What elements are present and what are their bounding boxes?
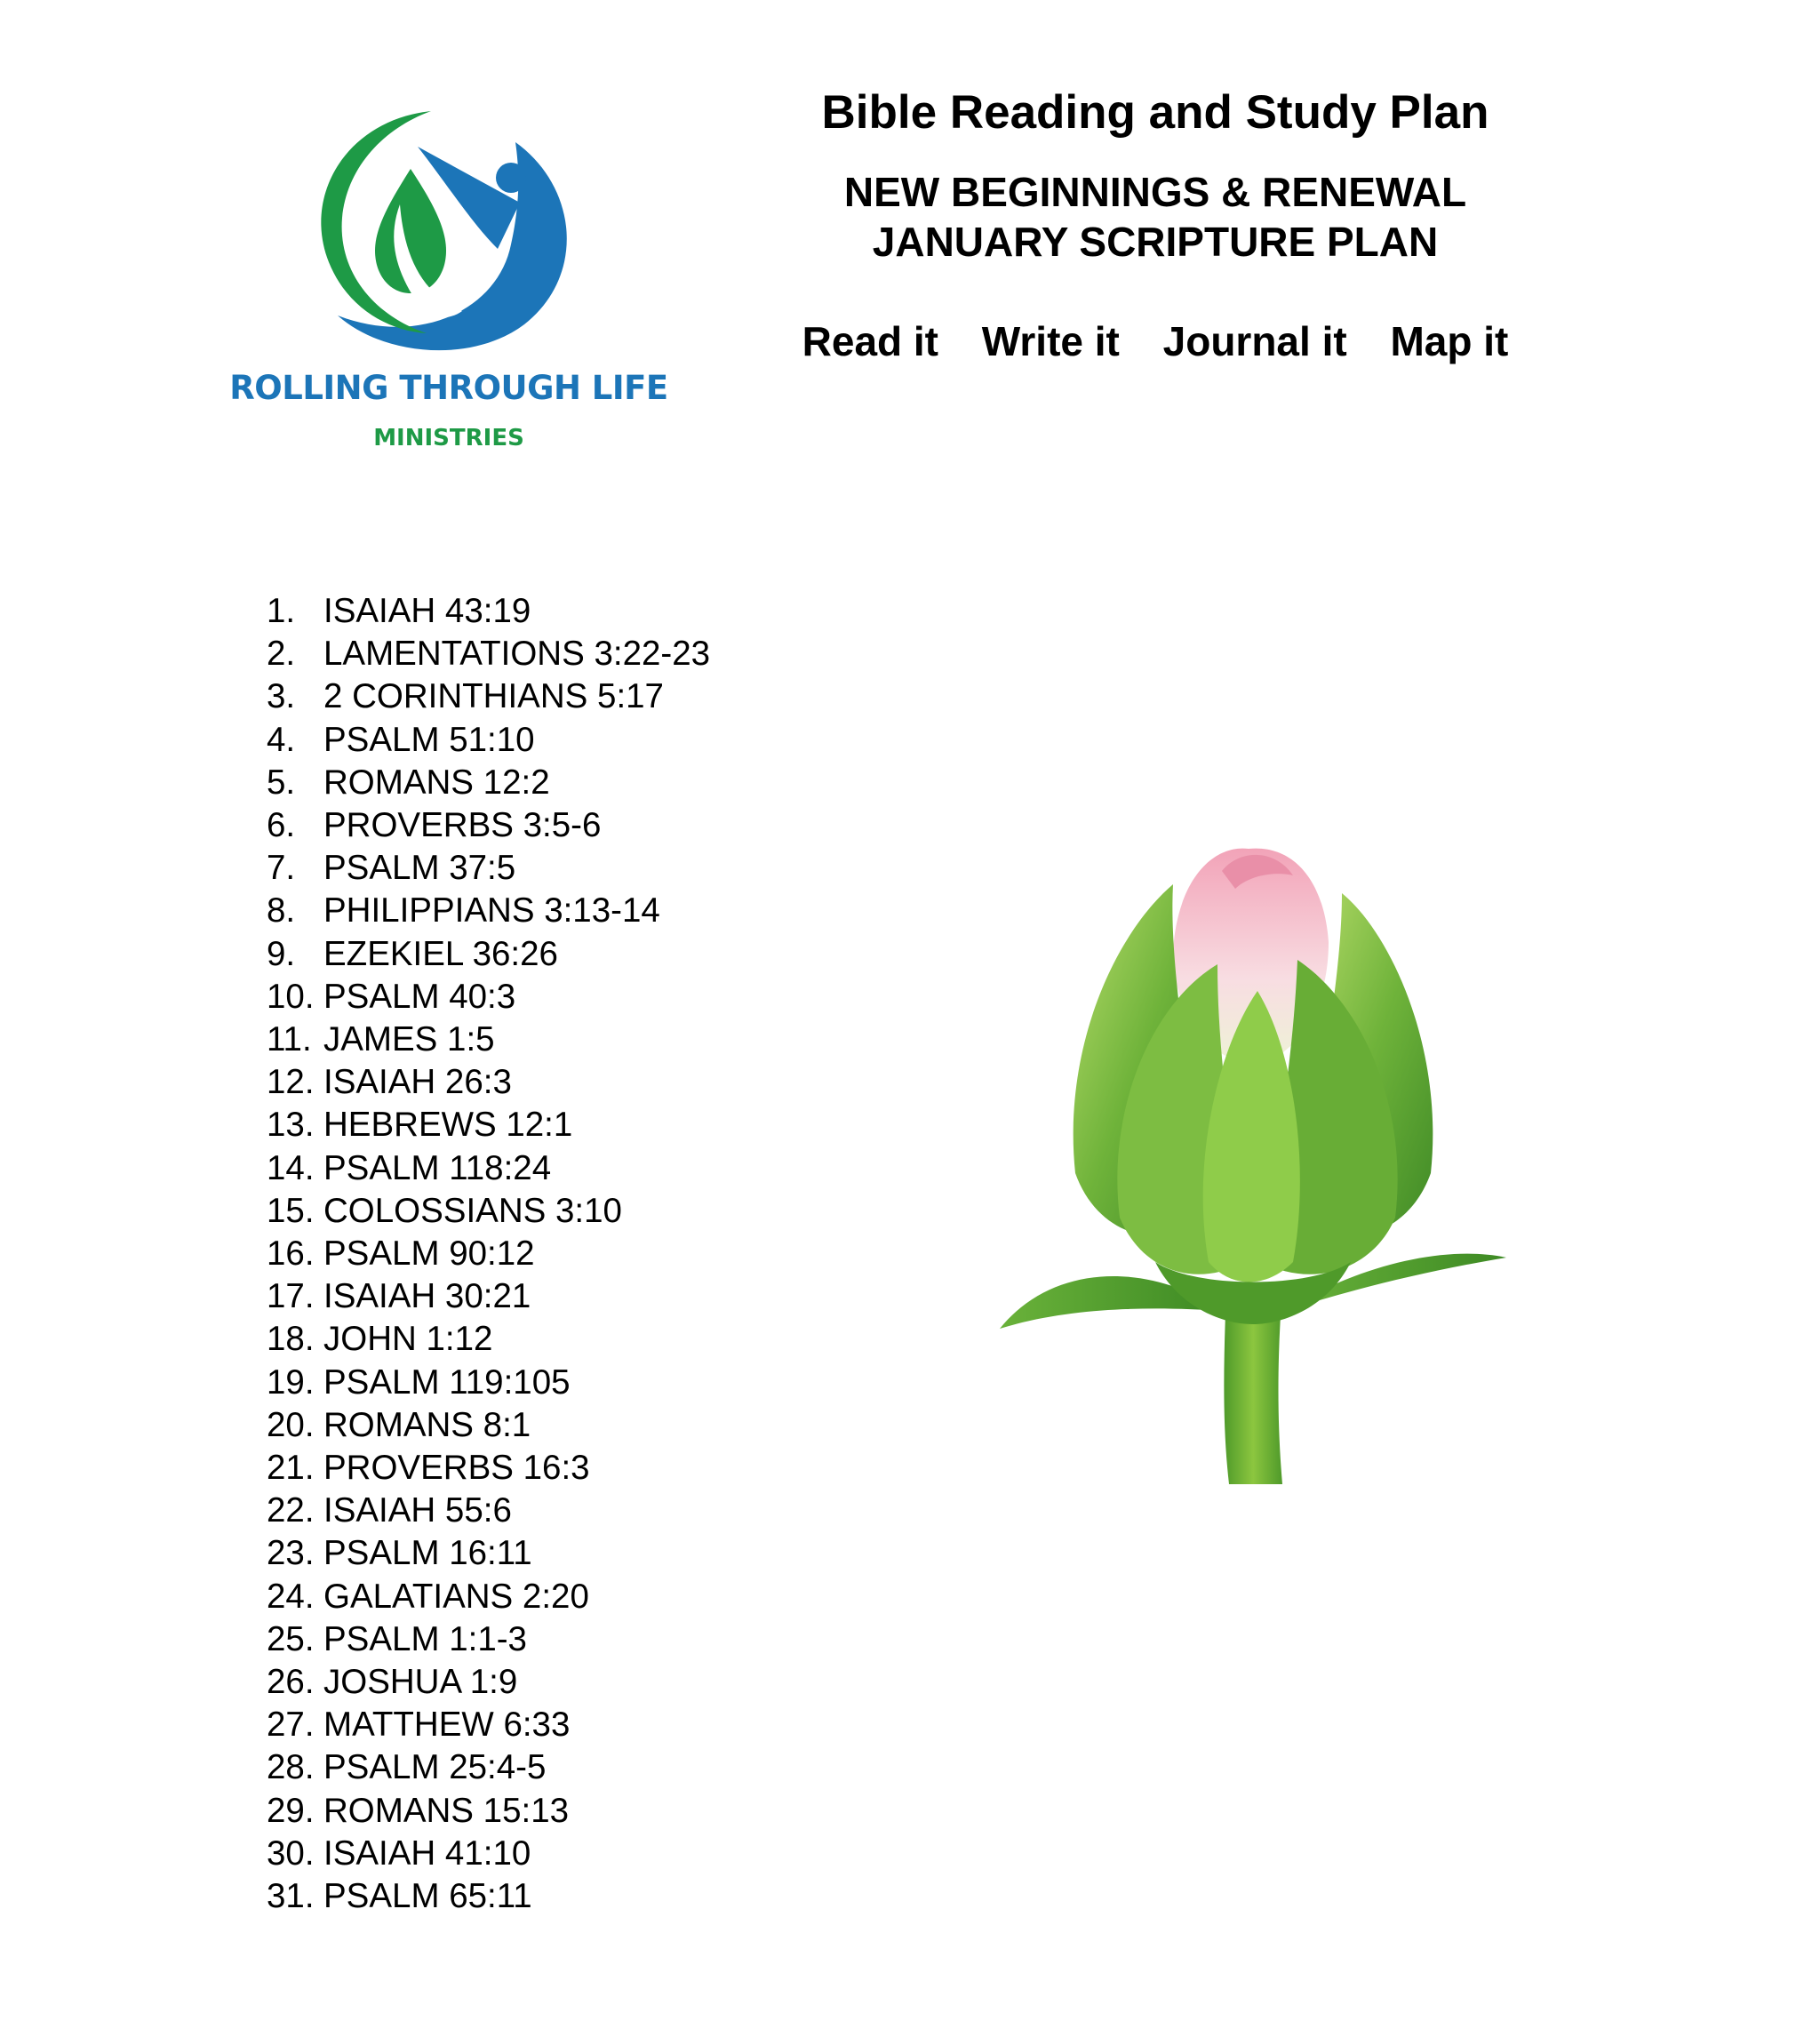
scripture-reference: COLOSSIANS 3:10 bbox=[323, 1191, 622, 1230]
scripture-number: 15. bbox=[267, 1191, 315, 1230]
scripture-number: 4. bbox=[267, 720, 296, 759]
scripture-item bbox=[267, 890, 710, 932]
scripture-reference: JOSHUA 1:9 bbox=[323, 1663, 518, 1702]
scripture-number: 17. bbox=[267, 1277, 315, 1316]
scripture-item bbox=[267, 1661, 710, 1704]
scripture-item bbox=[267, 590, 710, 633]
logo-title: ROLLING THROUGH LIFE bbox=[229, 369, 668, 407]
scripture-item bbox=[267, 976, 710, 1018]
scripture-number: 16. bbox=[267, 1234, 315, 1274]
logo-subtitle: MINISTRIES bbox=[373, 425, 524, 451]
action-journal: Journal it bbox=[1162, 318, 1347, 364]
scripture-number: 3. bbox=[267, 677, 296, 716]
action-read: Read it bbox=[802, 318, 939, 364]
scripture-item bbox=[267, 1576, 710, 1618]
scripture-number: 18. bbox=[267, 1320, 315, 1359]
scripture-reference: MATTHEW 6:33 bbox=[323, 1705, 571, 1745]
page-title: Bible Reading and Study Plan bbox=[821, 86, 1489, 139]
scripture-reference: PSALM 40:3 bbox=[323, 977, 516, 1016]
scripture-item bbox=[267, 675, 710, 718]
scripture-number: 7. bbox=[267, 849, 296, 888]
scripture-item bbox=[267, 1318, 710, 1361]
scripture-reference: ISAIAH 26:3 bbox=[323, 1063, 512, 1102]
scripture-number: 26. bbox=[267, 1663, 315, 1702]
scripture-reference: ISAIAH 41:10 bbox=[323, 1833, 531, 1873]
scripture-item bbox=[267, 1018, 710, 1061]
scripture-number: 12. bbox=[267, 1063, 315, 1102]
scripture-item bbox=[267, 1875, 710, 1918]
scripture-item bbox=[267, 1447, 710, 1490]
scripture-number: 23. bbox=[267, 1534, 315, 1573]
scripture-item bbox=[267, 1104, 710, 1146]
scripture-item bbox=[267, 1404, 710, 1447]
scripture-number: 2. bbox=[267, 635, 296, 674]
scripture-item bbox=[267, 1746, 710, 1789]
scripture-item bbox=[267, 1490, 710, 1532]
scripture-list bbox=[267, 590, 710, 1918]
scripture-item bbox=[267, 1790, 710, 1833]
scripture-reference: PSALM 25:4-5 bbox=[323, 1748, 547, 1787]
scripture-reference: ISAIAH 43:19 bbox=[323, 592, 531, 630]
scripture-reference: PSALM 37:5 bbox=[323, 849, 516, 888]
scripture-reference: ISAIAH 55:6 bbox=[323, 1491, 512, 1530]
action-write: Write it bbox=[981, 318, 1120, 364]
scripture-item bbox=[267, 1532, 710, 1575]
scripture-number: 28. bbox=[267, 1748, 315, 1787]
scripture-number: 22. bbox=[267, 1491, 315, 1530]
flower-bud-icon bbox=[1000, 844, 1506, 1484]
scripture-reference: ROMANS 12:2 bbox=[323, 763, 550, 802]
scripture-reference: PROVERBS 3:5-6 bbox=[323, 806, 602, 845]
scripture-number: 19. bbox=[267, 1362, 315, 1402]
scripture-reference: PHILIPPIANS 3:13-14 bbox=[323, 891, 660, 931]
scripture-reference: ROMANS 8:1 bbox=[323, 1405, 531, 1444]
scripture-number: 6. bbox=[267, 806, 296, 845]
scripture-reference: GALATIANS 2:20 bbox=[323, 1577, 589, 1616]
scripture-number: 14. bbox=[267, 1148, 315, 1187]
scripture-reference: ROMANS 15:13 bbox=[323, 1791, 570, 1830]
scripture-reference: PSALM 16:11 bbox=[323, 1534, 532, 1573]
action-map: Map it bbox=[1390, 318, 1509, 364]
logo-emblem-icon bbox=[204, 98, 693, 364]
study-actions bbox=[773, 316, 1537, 366]
scripture-item bbox=[267, 633, 710, 675]
scripture-item bbox=[267, 719, 710, 762]
scripture-number: 24. bbox=[267, 1577, 315, 1616]
scripture-reference: PSALM 1:1-3 bbox=[323, 1619, 527, 1658]
scripture-number: 13. bbox=[267, 1106, 315, 1145]
scripture-item bbox=[267, 1275, 710, 1318]
scripture-item bbox=[267, 1147, 710, 1190]
scripture-reference: JAMES 1:5 bbox=[323, 1020, 495, 1059]
scripture-number: 9. bbox=[267, 934, 296, 973]
subtitle-line-1: NEW BEGINNINGS & RENEWAL bbox=[843, 169, 1467, 215]
scripture-number: 27. bbox=[267, 1705, 315, 1745]
scripture-reference: PSALM 90:12 bbox=[323, 1234, 535, 1274]
scripture-number: 5. bbox=[267, 763, 296, 802]
scripture-number: 30. bbox=[267, 1833, 315, 1873]
scripture-number: 25. bbox=[267, 1619, 315, 1658]
scripture-number: 1. bbox=[267, 592, 296, 630]
plan-subtitle bbox=[773, 167, 1537, 267]
scripture-number: 8. bbox=[267, 891, 296, 931]
scripture-item bbox=[267, 1362, 710, 1404]
scripture-item bbox=[267, 804, 710, 847]
scripture-number: 20. bbox=[267, 1405, 315, 1444]
scripture-reference: ISAIAH 30:21 bbox=[323, 1277, 531, 1316]
scripture-item bbox=[267, 762, 710, 804]
scripture-reference: EZEKIEL 36:26 bbox=[323, 934, 558, 973]
scripture-item bbox=[267, 1233, 710, 1275]
scripture-item bbox=[267, 1704, 710, 1746]
scripture-number: 11. bbox=[267, 1020, 312, 1059]
scripture-item bbox=[267, 1618, 710, 1661]
subtitle-line-2: JANUARY SCRIPTURE PLAN bbox=[872, 219, 1439, 265]
scripture-reference: PSALM 65:11 bbox=[323, 1877, 532, 1916]
scripture-number: 21. bbox=[267, 1449, 315, 1488]
document-header bbox=[773, 82, 1537, 366]
scripture-item bbox=[267, 1833, 710, 1875]
scripture-reference: PSALM 119:105 bbox=[323, 1362, 571, 1402]
scripture-reference: LAMENTATIONS 3:22-23 bbox=[323, 635, 711, 674]
scripture-item bbox=[267, 1061, 710, 1104]
scripture-reference: 2 CORINTHIANS 5:17 bbox=[323, 677, 664, 716]
scripture-number: 31. bbox=[267, 1877, 315, 1916]
scripture-reference: PSALM 51:10 bbox=[323, 720, 535, 759]
scripture-reference: PSALM 118:24 bbox=[323, 1148, 552, 1187]
ministry-logo bbox=[204, 98, 693, 462]
scripture-reference: JOHN 1:12 bbox=[323, 1320, 493, 1359]
scripture-item bbox=[267, 1190, 710, 1233]
scripture-reference: PROVERBS 16:3 bbox=[323, 1449, 590, 1488]
flower-bud-illustration bbox=[1000, 844, 1506, 1484]
scripture-item bbox=[267, 933, 710, 976]
scripture-reference: HEBREWS 12:1 bbox=[323, 1106, 573, 1145]
scripture-number: 29. bbox=[267, 1791, 315, 1830]
scripture-number: 10. bbox=[267, 977, 315, 1016]
scripture-item bbox=[267, 847, 710, 890]
